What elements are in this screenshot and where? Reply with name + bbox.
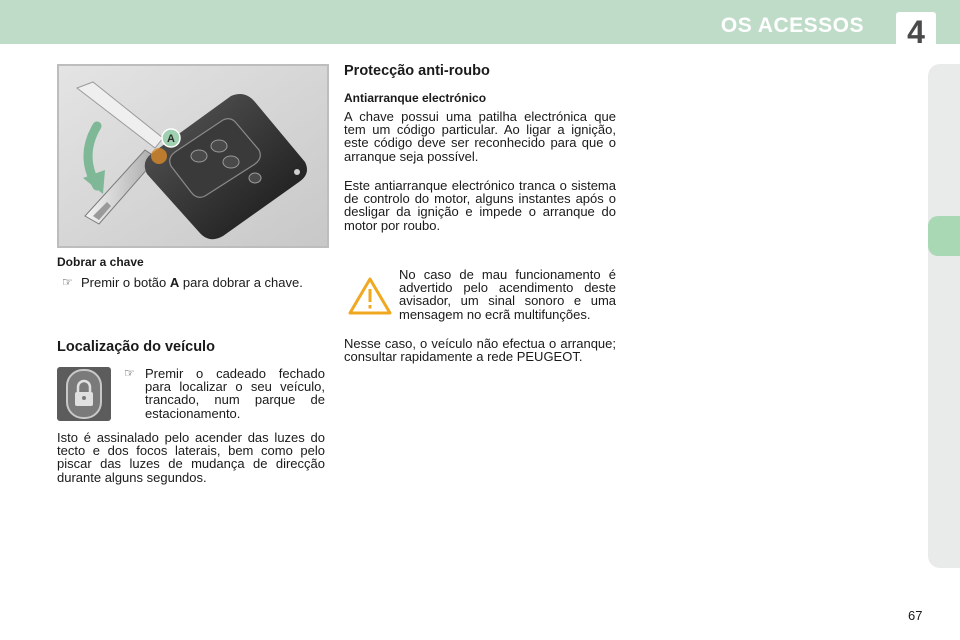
fold-key-title: Dobrar a chave <box>57 255 144 269</box>
locate-vehicle-title: Localização do veículo <box>57 339 215 355</box>
immobiliser-paragraph-2: Este antiarranque electrónico tranca o sistema de controlo do motor, alguns instantes após o desligar da ignição e impede o arranque do motor por roubo. <box>344 178 616 233</box>
immobiliser-paragraph-1: A chave possui uma patilha electrónica que tem um código particular. Ao ligar a ignição, este código deve ser reconhecido para que o arranque seja possível. <box>344 109 616 164</box>
fold-key-instruction <box>81 276 331 289</box>
warning-text: No caso de mau funcionamento é advertido pelo acendimento deste avisador, um sinal sonoro e uma mensagem no ecrã multifunções. <box>399 267 616 322</box>
anti-theft-title: Protecção anti-roubo <box>344 63 490 79</box>
pointer-icon: ☞ <box>124 366 135 380</box>
fold-instruction-text: Premir o botão <box>81 275 170 290</box>
fold-instruction-end: para dobrar a chave. <box>179 275 303 290</box>
section-title: OS ACESSOS <box>720 14 864 37</box>
chapter-tab <box>896 12 936 54</box>
page-number: 67 <box>908 608 923 623</box>
lock-button-image <box>57 367 111 421</box>
immobiliser-paragraph-3: Nesse caso, o veículo não efectua o arranque; consultar rapidamente a rede PEUGEOT. <box>344 336 616 365</box>
chapter-side-tab <box>928 216 960 256</box>
pointer-icon: ☞ <box>62 275 73 289</box>
locate-paragraph: Isto é assinalado pelo acender das luzes do tecto e dos focos laterais, bem como pelo piscar das luzes de mudança de direcção durante alguns segundos. <box>57 430 325 485</box>
warning-triangle-icon <box>348 276 392 316</box>
locate-instruction: Premir o cadeado fechado para localizar o seu veículo, trancado, num parque de estacionamento. <box>145 366 325 421</box>
fold-instruction-key: A <box>169 275 180 290</box>
immobiliser-subtitle: Antiarranque electrónico <box>344 91 487 105</box>
chapter-number: 4 <box>907 14 925 50</box>
key-fold-illustration <box>57 64 329 248</box>
side-strip <box>928 64 960 568</box>
button-a-label: A <box>167 133 175 145</box>
